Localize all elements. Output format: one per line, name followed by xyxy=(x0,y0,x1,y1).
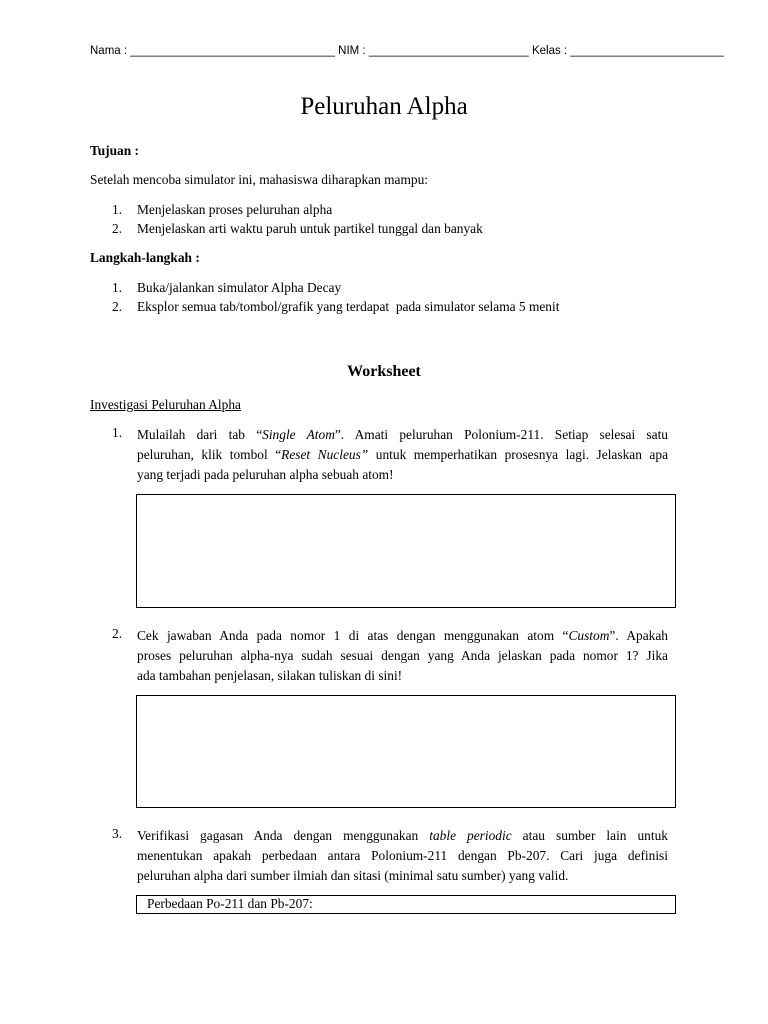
question-line xyxy=(137,666,668,686)
question-line xyxy=(137,465,668,485)
nim-label: NIM : xyxy=(338,45,366,57)
list-text: Eksplor semua tab/tombol/grafik yang terdapat pada simulator selama 5 menit xyxy=(137,299,560,314)
question-2 xyxy=(90,626,680,686)
text-run: menentukan apakah perbedaan antara Polonium-211 dengan Pb-207. Cari juga definisi xyxy=(137,848,668,863)
answer-box-3[interactable] xyxy=(136,895,676,914)
text-run: atau sumber lain untuk xyxy=(511,828,668,843)
question-line xyxy=(137,846,668,866)
text-run: Mulailah dari tab “ xyxy=(137,427,263,442)
nama-label: Nama : xyxy=(90,45,128,57)
text-run: proses peluruhan alpha-nya sudah sesuai dengan yang Anda jelaskan pada nomor 1? Jika xyxy=(137,648,668,663)
langkah-heading: Langkah-langkah : xyxy=(90,250,200,265)
question-1 xyxy=(90,425,680,485)
list-text: Menjelaskan arti waktu paruh untuk partikel tunggal dan banyak xyxy=(137,221,483,236)
text-run-italic: Custom xyxy=(568,628,610,643)
question-line xyxy=(137,626,668,646)
worksheet-title: Worksheet xyxy=(347,363,421,380)
list-item xyxy=(90,219,690,238)
kelas-field[interactable]: ________________________ xyxy=(570,45,724,57)
page-title: Peluruhan Alpha xyxy=(300,93,468,120)
question-text xyxy=(137,425,668,485)
langkah-list xyxy=(90,278,710,316)
list-number: 2. xyxy=(112,221,123,236)
text-run: Cek jawaban Anda pada nomor 1 di atas dengan menggunakan atom “ xyxy=(137,628,569,643)
question-line xyxy=(137,826,668,846)
text-run: ”. Amati peluruhan Polonium-211. Setiap selesai satu xyxy=(334,427,668,442)
text-run-italic: Reset Nucleus” xyxy=(281,447,369,462)
kelas-label: Kelas : xyxy=(531,45,568,57)
list-text: Buka/jalankan simulator Alpha Decay xyxy=(137,280,342,295)
list-item xyxy=(90,297,710,316)
text-run: untuk memperhatikan prosesnya lagi. Jelaskan apa xyxy=(368,447,669,462)
list-number: 1. xyxy=(112,202,123,217)
answer-box-1[interactable] xyxy=(136,494,676,608)
list-text: Menjelaskan proses peluruhan alpha xyxy=(137,202,333,217)
question-number: 1. xyxy=(112,425,123,440)
text-run: ada tambahan penjelasan, silakan tuliskan di sini! xyxy=(137,668,403,683)
question-number: 2. xyxy=(112,626,123,641)
answer-box-label: Perbedaan Po-211 dan Pb-207: xyxy=(147,896,313,911)
section-heading: Investigasi Peluruhan Alpha xyxy=(90,397,241,412)
text-run-italic: Single Atom xyxy=(262,427,335,442)
tujuan-intro: Setelah mencoba simulator ini, mahasiswa diharapkan mampu: xyxy=(90,172,429,187)
list-number: 1. xyxy=(112,280,123,295)
text-run: peluruhan alpha dari sumber ilmiah dan sitasi (minimal satu sumber) yang valid. xyxy=(137,868,569,883)
text-run-italic: table periodic xyxy=(429,828,512,843)
tujuan-list xyxy=(90,200,690,238)
question-number: 3. xyxy=(112,826,123,841)
question-line xyxy=(137,445,668,465)
question-text xyxy=(137,626,668,686)
text-run: peluruhan, klik tombol “ xyxy=(137,447,282,462)
list-number: 2. xyxy=(112,299,123,314)
list-item xyxy=(90,200,690,219)
student-info-header xyxy=(90,45,724,57)
text-run: ”. Apakah xyxy=(609,628,668,643)
question-line xyxy=(137,425,668,445)
nama-field[interactable]: ________________________________ xyxy=(130,45,335,57)
question-3 xyxy=(90,826,680,886)
nim-field[interactable]: _________________________ xyxy=(368,45,529,57)
question-line xyxy=(137,646,668,666)
question-text xyxy=(137,826,668,886)
list-item xyxy=(90,278,710,297)
text-run: Verifikasi gagasan Anda dengan menggunakan xyxy=(137,828,430,843)
tujuan-heading: Tujuan : xyxy=(90,143,140,158)
question-line xyxy=(137,866,668,886)
answer-box-2[interactable] xyxy=(136,695,676,808)
text-run: yang terjadi pada peluruhan alpha sebuah atom! xyxy=(137,467,394,482)
